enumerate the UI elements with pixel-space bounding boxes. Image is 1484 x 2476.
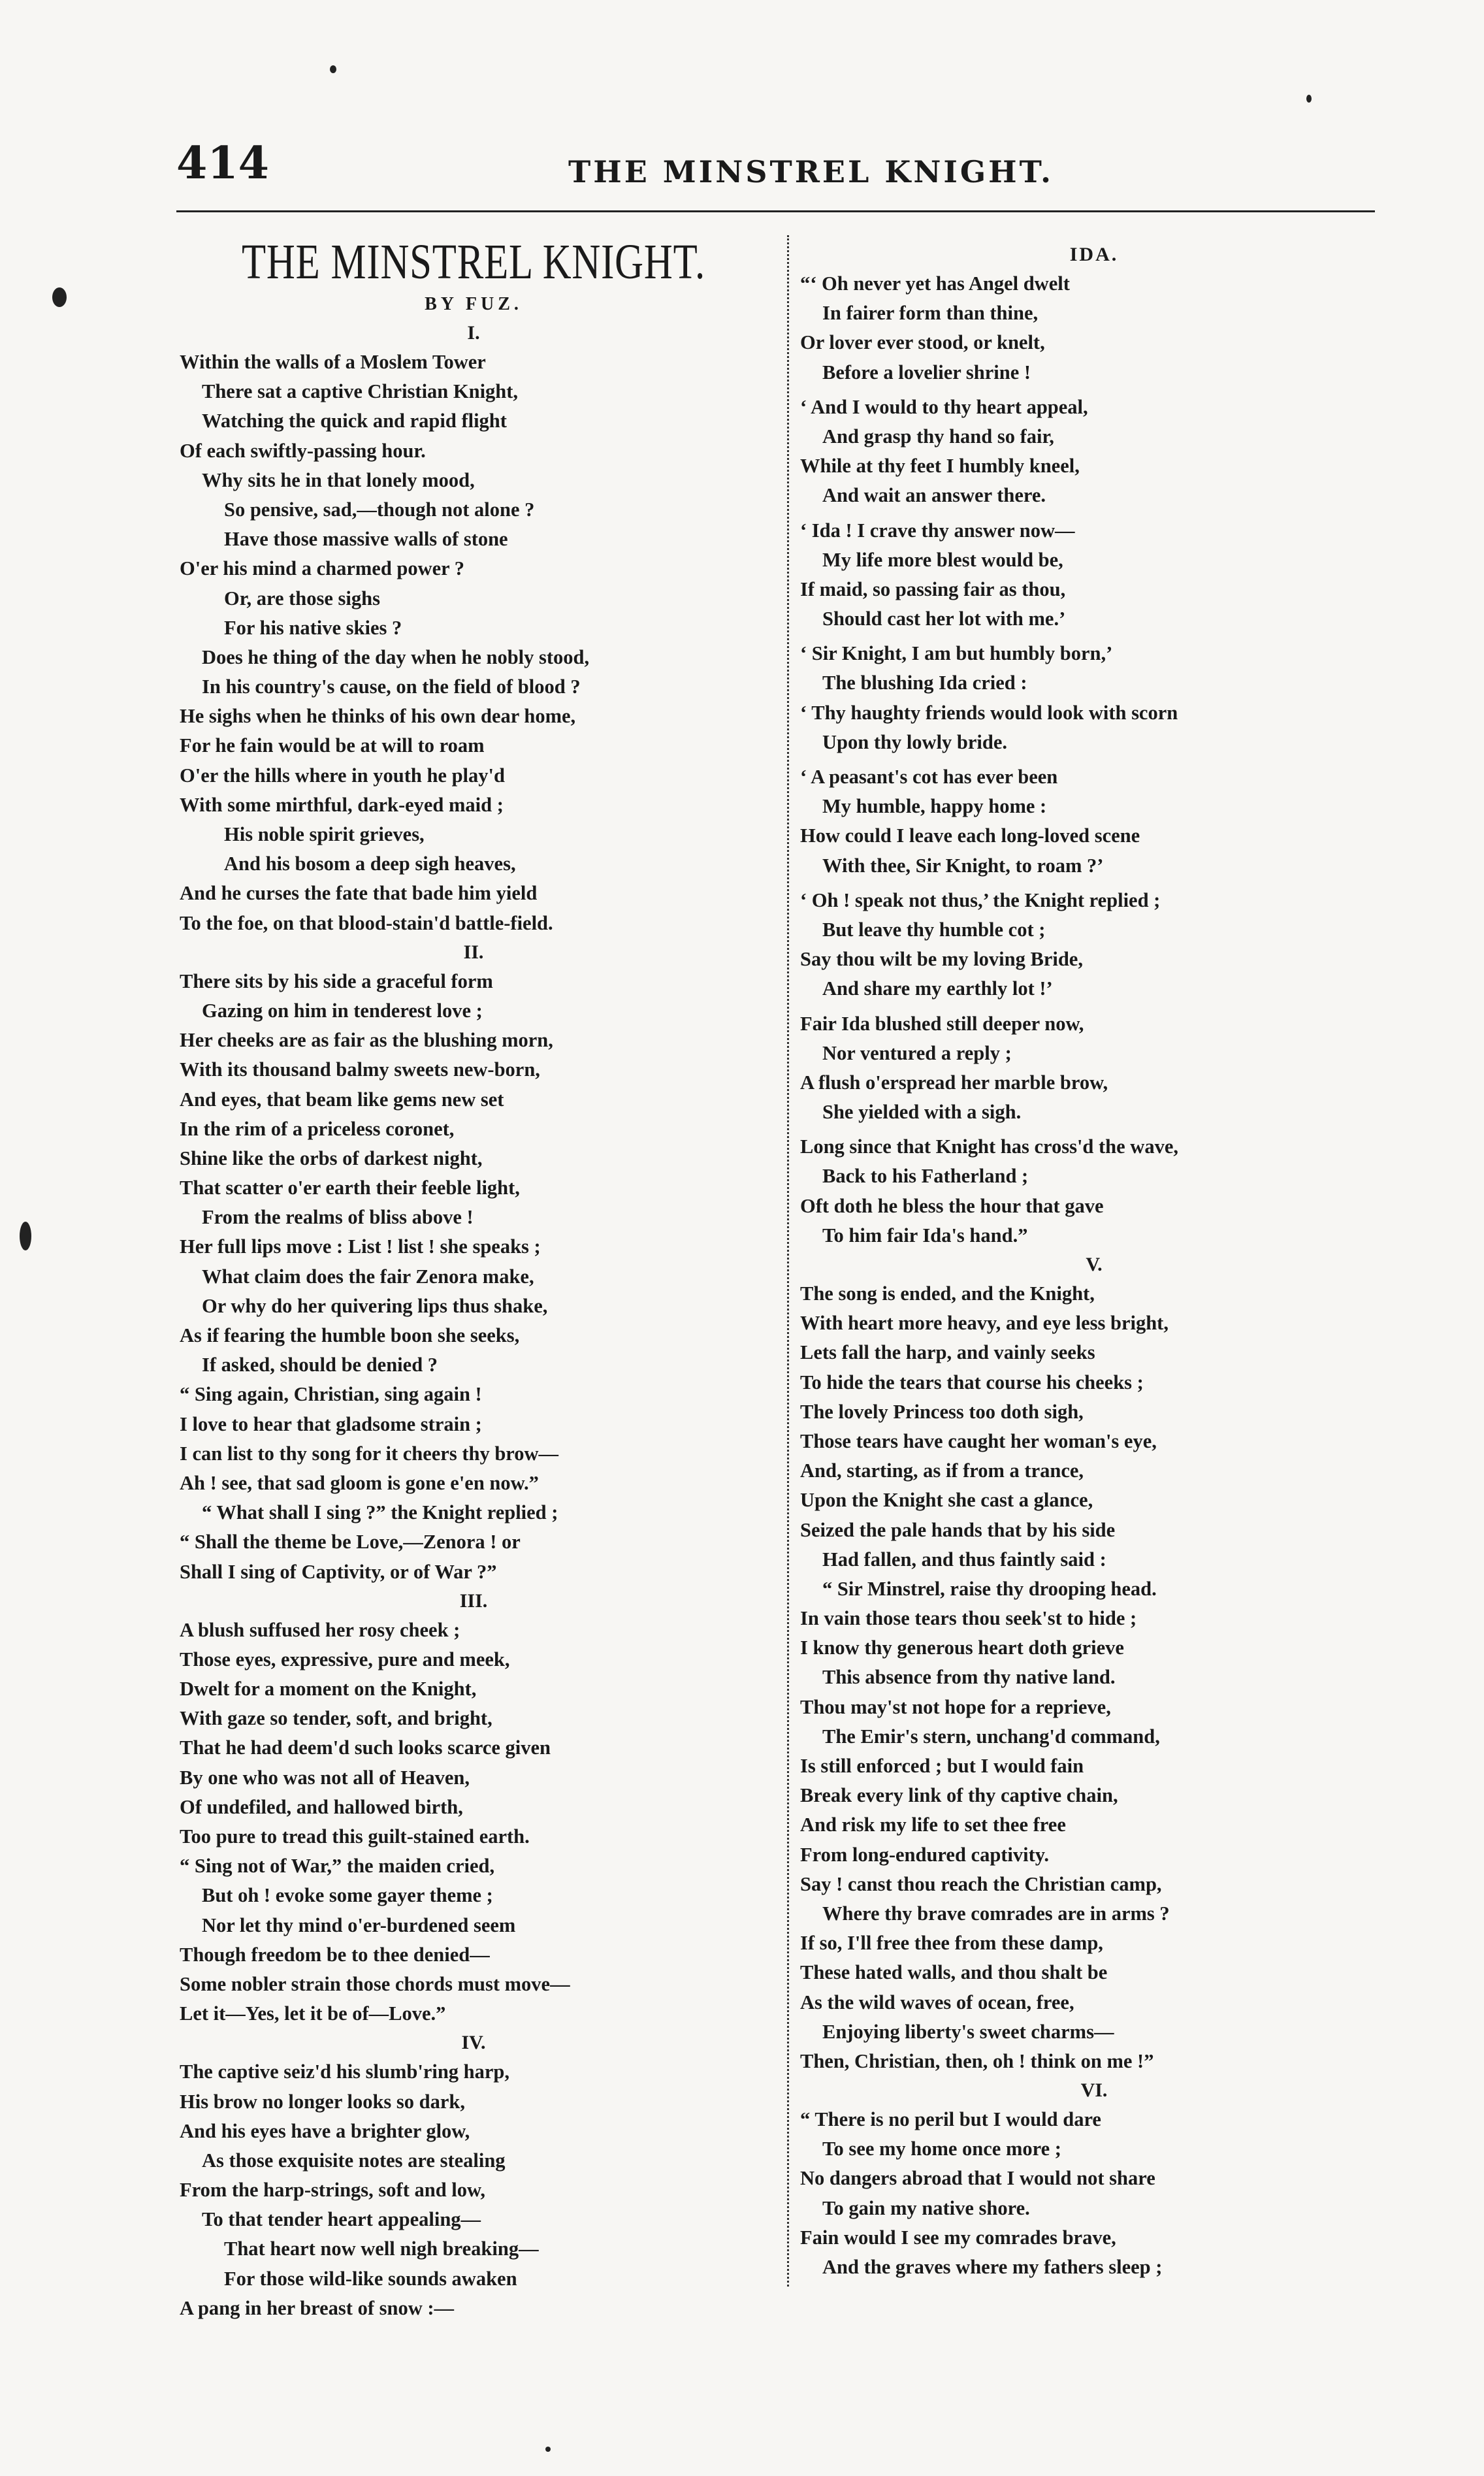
verse-line: From long-endured captivity. xyxy=(800,1843,1049,1866)
verse-line: No dangers abroad that I would not share xyxy=(800,2167,1155,2190)
verse-line: As the wild waves of ocean, free, xyxy=(800,1991,1074,2013)
verse-line: Or why do her quivering lips thus shake, xyxy=(202,1294,548,1317)
verse-line: With gaze so tender, soft, and bright, xyxy=(180,1707,492,1730)
verse-line: Upon thy lowly bride. xyxy=(822,730,1008,753)
verse-line: And the graves where my fathers sleep ; xyxy=(822,2256,1163,2278)
verse-line: ‘ Thy haughty friends would look with scorn xyxy=(800,701,1178,724)
verse-line: Too pure to tread this guilt-stained earth. xyxy=(180,1825,530,1848)
verse-line: O'er the hills where in youth he play'd xyxy=(180,764,505,787)
verse-line: Thou may'st not hope for a reprieve, xyxy=(800,1695,1111,1718)
verse-line: From the harp-strings, soft and low, xyxy=(180,2179,485,2202)
verse-line: As those exquisite notes are stealing xyxy=(202,2149,506,2172)
verse-line: Then, Christian, then, oh ! think on me !” xyxy=(800,2049,1154,2072)
verse-line: In the rim of a priceless coronet, xyxy=(180,1117,455,1140)
verse-line: And risk my life to set thee free xyxy=(800,1814,1066,1836)
verse-line: This absence from thy native land. xyxy=(822,1666,1116,1689)
ink-speck xyxy=(20,1222,31,1250)
verse-line: And he curses the fate that bade him yield xyxy=(180,882,538,905)
verse-line: My life more blest would be, xyxy=(822,548,1063,571)
verse-line: That heart now well nigh breaking— xyxy=(224,2238,539,2260)
verse-line: ‘ Ida ! I crave thy answer now— xyxy=(800,519,1075,542)
verse-line: “ Sing again, Christian, sing again ! xyxy=(180,1383,482,1406)
verse-line: Seized the pale hands that by his side xyxy=(800,1518,1116,1541)
verse-line: The captive seiz'd his slumb'ring harp, xyxy=(180,2061,510,2083)
left-column xyxy=(180,235,767,2323)
verse-line: And his bosom a deep sigh heaves, xyxy=(224,853,516,875)
ink-speck xyxy=(52,287,67,307)
verse-line: And wait an answer there. xyxy=(822,484,1046,507)
verse-line: If maid, so passing fair as thou, xyxy=(800,578,1066,600)
verse-line: Is still enforced ; but I would fain xyxy=(800,1755,1084,1777)
verse-line: For he fain would be at will to roam xyxy=(180,734,485,757)
verse-line: I love to hear that gladsome strain ; xyxy=(180,1412,482,1435)
verse-line: He sighs when he thinks of his own dear home, xyxy=(180,705,576,728)
verse-line: His noble spirit grieves, xyxy=(224,823,425,845)
verse-line: And eyes, that beam like gems new set xyxy=(180,1088,504,1111)
verse-line: Long since that Knight has cross'd the wave, xyxy=(800,1135,1178,1158)
verse-line: And his eyes have a brighter glow, xyxy=(180,2119,470,2142)
verse-line: How could I leave each long-loved scene xyxy=(800,824,1140,847)
section-number: I. xyxy=(467,322,480,344)
verse-line: “‘ Oh never yet has Angel dwelt xyxy=(800,272,1070,295)
verse-line: By one who was not all of Heaven, xyxy=(180,1766,470,1789)
verse-line: The song is ended, and the Knight, xyxy=(800,1282,1095,1305)
verse-line: Shine like the orbs of darkest night, xyxy=(180,1147,483,1169)
verse-line: Though freedom be to thee denied— xyxy=(180,1943,490,1966)
verse-line: A blush suffused her rosy cheek ; xyxy=(180,1618,460,1641)
section-number: II. xyxy=(463,941,484,963)
verse-line: If so, I'll free thee from these damp, xyxy=(800,1932,1103,1955)
verse-line: A flush o'erspread her marble brow, xyxy=(800,1071,1108,1094)
verse-line: But oh ! evoke some gayer theme ; xyxy=(202,1884,493,1907)
verse-line: Dwelt for a moment on the Knight, xyxy=(180,1678,477,1701)
verse-line: To that tender heart appealing— xyxy=(202,2208,481,2231)
verse-line: “ There is no peril but I would dare xyxy=(800,2108,1101,2131)
page-number: 414 xyxy=(176,137,269,189)
stanza xyxy=(180,1616,767,2029)
section-number: III. xyxy=(459,1589,488,1612)
verse-line: His brow no longer looks so dark, xyxy=(180,2090,465,2113)
verse-line: My humble, happy home : xyxy=(822,795,1047,818)
verse-line: Before a lovelier shrine ! xyxy=(822,361,1031,383)
section-number: V. xyxy=(1086,1254,1103,1275)
verse-line: And grasp thy hand so fair, xyxy=(822,425,1054,448)
verse-line: There sat a captive Christian Knight, xyxy=(202,380,519,403)
poem-byline: BY FUZ. xyxy=(425,294,523,314)
verse-line: Let it—Yes, let it be of—Love.” xyxy=(180,2002,446,2025)
verse-line: Ah ! see, that sad gloom is gone e'en now.” xyxy=(180,1471,539,1494)
verse-line: ‘ A peasant's cot has ever been xyxy=(800,766,1058,788)
running-head: THE MINSTREL KNIGHT. xyxy=(568,154,1054,189)
verse-line: To him fair Ida's hand.” xyxy=(822,1224,1028,1246)
verse-line: And share my earthly lot !’ xyxy=(822,977,1053,1000)
stanza xyxy=(180,967,767,1587)
verse-line: Say ! canst thou reach the Christian camp, xyxy=(800,1872,1162,1895)
verse-line: A pang in her breast of snow :— xyxy=(180,2296,455,2319)
verse-line: “ What shall I sing ?” the Knight replied ; xyxy=(202,1501,558,1524)
verse-line: Had fallen, and thus faintly said : xyxy=(822,1548,1106,1571)
poem-title: THE MINSTREL KNIGHT. xyxy=(241,235,706,289)
verse-line: In vain those tears thou seek'st to hide ; xyxy=(800,1607,1137,1630)
page-header xyxy=(176,137,1404,209)
verse-line: I can list to thy song for it cheers thy brow— xyxy=(180,1442,559,1465)
verse-line: Watching the quick and rapid flight xyxy=(202,410,507,432)
section-number: VI. xyxy=(1080,2079,1108,2102)
verse-line: Fain would I see my comrades brave, xyxy=(800,2226,1116,2249)
right-column xyxy=(800,235,1388,2282)
ink-speck xyxy=(330,65,336,73)
verse-line: What claim does the fair Zenora make, xyxy=(202,1265,534,1288)
verse-line: And, starting, as if from a trance, xyxy=(800,1459,1084,1482)
ink-speck xyxy=(1306,95,1312,103)
verse-line: Why sits he in that lonely mood, xyxy=(202,468,475,491)
verse-line: “ Sir Minstrel, raise thy drooping head. xyxy=(822,1577,1157,1600)
stanza xyxy=(180,2057,767,2323)
verse-line: In his country's cause, on the field of blood ? xyxy=(202,676,581,698)
verse-line: If asked, should be denied ? xyxy=(202,1354,438,1376)
verse-line: That scatter o'er earth their feeble light, xyxy=(180,1177,520,1199)
verse-line: ‘ And I would to thy heart appeal, xyxy=(800,395,1088,418)
verse-line: With thee, Sir Knight, to roam ?’ xyxy=(822,854,1104,877)
verse-line: From the realms of bliss above ! xyxy=(202,1206,474,1229)
verse-line: The lovely Princess too doth sigh, xyxy=(800,1400,1084,1423)
ida-song xyxy=(800,269,1388,1250)
verse-line: To the foe, on that blood-stain'd battle-field. xyxy=(180,911,553,934)
verse-line: With its thousand balmy sweets new-born, xyxy=(180,1058,540,1081)
section-number: IV. xyxy=(461,2032,486,2054)
verse-line: Fair Ida blushed still deeper now, xyxy=(800,1012,1084,1035)
verse-line: Enjoying liberty's sweet charms— xyxy=(822,2020,1114,2043)
verse-line: Break every link of thy captive chain, xyxy=(800,1784,1118,1807)
verse-line: Or lover ever stood, or knelt, xyxy=(800,331,1045,354)
verse-line: Nor let thy mind o'er-burdened seem xyxy=(202,1914,516,1936)
verse-line: Have those massive walls of stone xyxy=(224,528,508,551)
stanza xyxy=(800,2105,1388,2282)
verse-line: Does he thing of the day when he nobly stood, xyxy=(202,645,590,668)
verse-line: Of each swiftly-passing hour. xyxy=(180,439,426,462)
verse-line: “ Shall the theme be Love,—Zenora ! or xyxy=(180,1531,521,1554)
ida-heading: IDA. xyxy=(1069,244,1119,265)
verse-line: She yielded with a sigh. xyxy=(822,1101,1022,1124)
verse-line: Those tears have caught her woman's eye, xyxy=(800,1429,1157,1452)
verse-line: The blushing Ida cried : xyxy=(822,672,1027,694)
verse-line: With heart more heavy, and eye less bright, xyxy=(800,1312,1169,1335)
verse-line: Oft doth he bless the hour that gave xyxy=(800,1194,1104,1217)
verse-line: Of undefiled, and hallowed birth, xyxy=(180,1795,463,1818)
verse-line: Gazing on him in tenderest love ; xyxy=(202,999,483,1022)
stanza xyxy=(180,348,767,938)
verse-line: With some mirthful, dark-eyed maid ; xyxy=(180,793,504,816)
verse-line: These hated walls, and thou shalt be xyxy=(800,1961,1108,1984)
verse-line: For his native skies ? xyxy=(224,616,402,639)
verse-line: Where thy brave comrades are in arms ? xyxy=(822,1902,1170,1925)
verse-line: ‘ Oh ! speak not thus,’ the Knight replied ; xyxy=(800,888,1161,911)
header-rule xyxy=(176,210,1375,218)
verse-line: Back to his Fatherland ; xyxy=(822,1165,1029,1188)
verse-line: Say thou wilt be my loving Bride, xyxy=(800,948,1083,971)
verse-line: Within the walls of a Moslem Tower xyxy=(180,351,486,373)
verse-line: Should cast her lot with me.’ xyxy=(822,608,1066,630)
verse-line: In fairer form than thine, xyxy=(822,302,1039,325)
verse-line: I know thy generous heart doth grieve xyxy=(800,1637,1124,1659)
verse-line: While at thy feet I humbly kneel, xyxy=(800,455,1080,478)
verse-line: Shall I sing of Captivity, or of War ?” xyxy=(180,1560,497,1583)
verse-line: ‘ Sir Knight, I am but humbly born,’ xyxy=(800,642,1113,665)
verse-line: To gain my native shore. xyxy=(822,2196,1030,2219)
verse-line: But leave thy humble cot ; xyxy=(822,918,1046,941)
verse-line: There sits by his side a graceful form xyxy=(180,969,493,992)
verse-line: As if fearing the humble boon she seeks, xyxy=(180,1324,520,1346)
verse-line: Those eyes, expressive, pure and meek, xyxy=(180,1648,510,1670)
verse-line: Lets fall the harp, and vainly seeks xyxy=(800,1341,1095,1364)
verse-line: O'er his mind a charmed power ? xyxy=(180,557,465,580)
verse-line: So pensive, sad,—though not alone ? xyxy=(224,498,535,521)
verse-line: Or, are those sighs xyxy=(224,587,380,610)
verse-line: Nor ventured a reply ; xyxy=(822,1041,1012,1064)
verse-line: That he had deem'd such looks scarce given xyxy=(180,1736,551,1759)
verse-line: Her cheeks are as fair as the blushing morn, xyxy=(180,1029,553,1052)
verse-line: Some nobler strain those chords must move— xyxy=(180,1972,570,1995)
ink-speck xyxy=(545,2447,551,2452)
verse-line: “ Sing not of War,” the maiden cried, xyxy=(180,1855,495,1878)
column-divider xyxy=(787,235,789,2287)
verse-line: The Emir's stern, unchang'd command, xyxy=(822,1725,1160,1748)
verse-line: Her full lips move : List ! list ! she speaks ; xyxy=(180,1235,541,1258)
verse-line: To see my home once more ; xyxy=(822,2138,1061,2160)
verse-line: Upon the Knight she cast a glance, xyxy=(800,1489,1093,1512)
stanza xyxy=(800,1279,1388,2076)
verse-line: For those wild-like sounds awaken xyxy=(224,2267,517,2290)
verse-line: To hide the tears that course his cheeks ; xyxy=(800,1371,1144,1393)
